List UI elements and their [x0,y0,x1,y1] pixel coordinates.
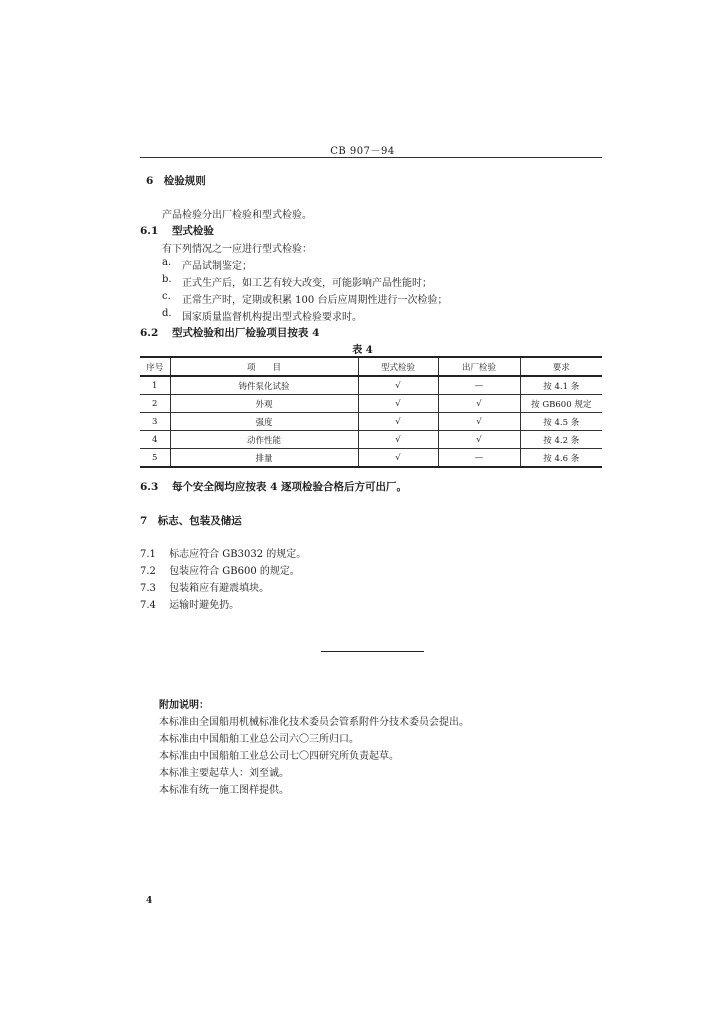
table-cell: √ [358,395,438,413]
section-title: 型式检验 [171,225,214,237]
table-cell: 外观 [170,395,358,413]
item-mark: a. [162,257,172,268]
clause-text: 包装箱应有避震填块。 [169,583,270,594]
table-row [140,449,602,468]
table-cell: 按 4.5 条 [520,413,602,431]
column-header: 项 目 [170,357,358,376]
section-6-1-lead: 有下列情况之一应进行型式检验： [162,244,312,255]
table-row [140,413,602,431]
clause-item [140,545,306,560]
table-cell: √ [358,376,438,395]
table-cell: 排量 [170,449,358,468]
list-item [162,308,362,323]
table-row [140,395,602,413]
section-7-heading: 7 标志、包装及储运 [140,515,242,527]
table-cell: 3 [140,413,170,431]
clause-number: 7.3 [140,583,156,594]
table-row [140,431,602,449]
document-code: CB 907－94 [330,146,395,157]
item-mark: c. [162,291,171,302]
notes-line: 本标准由中国船舶工业总公司六〇三所归口。 [159,734,359,745]
clause-item [140,562,300,577]
table-cell: 按 4.1 条 [520,376,602,395]
table-cell: 2 [140,395,170,413]
list-item [162,291,448,306]
inspection-table [140,356,602,468]
header-rule [140,157,602,158]
table-cell: 动作性能 [170,431,358,449]
table-title: 表 4 [352,345,373,356]
column-header: 序号 [140,357,170,376]
table-cell: 按 4.6 条 [520,449,602,468]
table-header-row [140,357,602,376]
item-mark: b. [162,274,172,285]
table-cell: 按 GB600 规定 [520,395,602,413]
section-number: 6.3 [140,481,159,493]
item-text: 正常生产时，定期或积累 100 台后应周期性进行一次检验； [182,295,448,306]
section-6-3-clause [140,479,407,494]
section-6-2-heading [140,325,319,340]
section-6-1-heading [140,223,214,238]
clause-item [140,579,269,594]
clause-number: 7.2 [140,566,156,577]
list-item [162,274,432,289]
clause-text: 包装应符合 GB600 的规定。 [169,566,300,577]
page-number: 4 [146,896,153,906]
table-cell: √ [358,413,438,431]
table-cell: 4 [140,431,170,449]
table-row [140,376,602,395]
notes-line: 本标准主要起草人：刘至诚。 [159,768,289,779]
notes-line: 本标准由中国船舶工业总公司七〇四研究所负责起草。 [159,751,399,762]
section-number: 6.2 [140,327,159,339]
table-cell: √ [358,431,438,449]
item-text: 正式生产后，如工艺有较大改变，可能影响产品性能时； [182,278,432,289]
notes-heading: 附加说明： [159,700,209,711]
table-cell: 5 [140,449,170,468]
table-cell: 1 [140,376,170,395]
table-cell: 铸件泵化试验 [170,376,358,395]
table-cell: — [438,449,520,468]
table-cell: √ [438,431,520,449]
notes-line: 本标准有统一施工图样提供。 [159,785,289,796]
column-header: 要求 [520,357,602,376]
item-text: 国家质量监督机构提出型式检验要求时。 [182,312,362,323]
table-cell: √ [358,449,438,468]
clause-text: 标志应符合 GB3032 的规定。 [169,549,307,560]
section-6-intro: 产品检验分出厂检验和型式检验。 [162,210,312,221]
column-header: 型式检验 [358,357,438,376]
clause-text: 每个安全阀均应按表 4 逐项检验合格后方可出厂。 [171,481,408,493]
list-item [162,257,252,272]
table-cell: — [438,376,520,395]
table-cell: √ [438,413,520,431]
table-cell: √ [438,395,520,413]
section-title: 型式检验和出厂检验项目按表 4 [171,327,320,339]
section-6-heading: 6 检验规则 [146,175,206,187]
end-separator-rule [321,651,424,652]
clause-text: 运输时避免扔。 [169,600,240,611]
clause-item [140,596,239,611]
item-mark: d. [162,308,172,319]
item-text: 产品试制鉴定； [182,261,252,272]
column-header: 出厂检验 [438,357,520,376]
section-number: 6.1 [140,225,159,237]
table-cell: 强度 [170,413,358,431]
notes-line: 本标准由全国船用机械标准化技术委员会管系附件分技术委员会提出。 [159,717,469,728]
clause-number: 7.4 [140,600,156,611]
table-cell: 按 4.2 条 [520,431,602,449]
clause-number: 7.1 [140,549,156,560]
